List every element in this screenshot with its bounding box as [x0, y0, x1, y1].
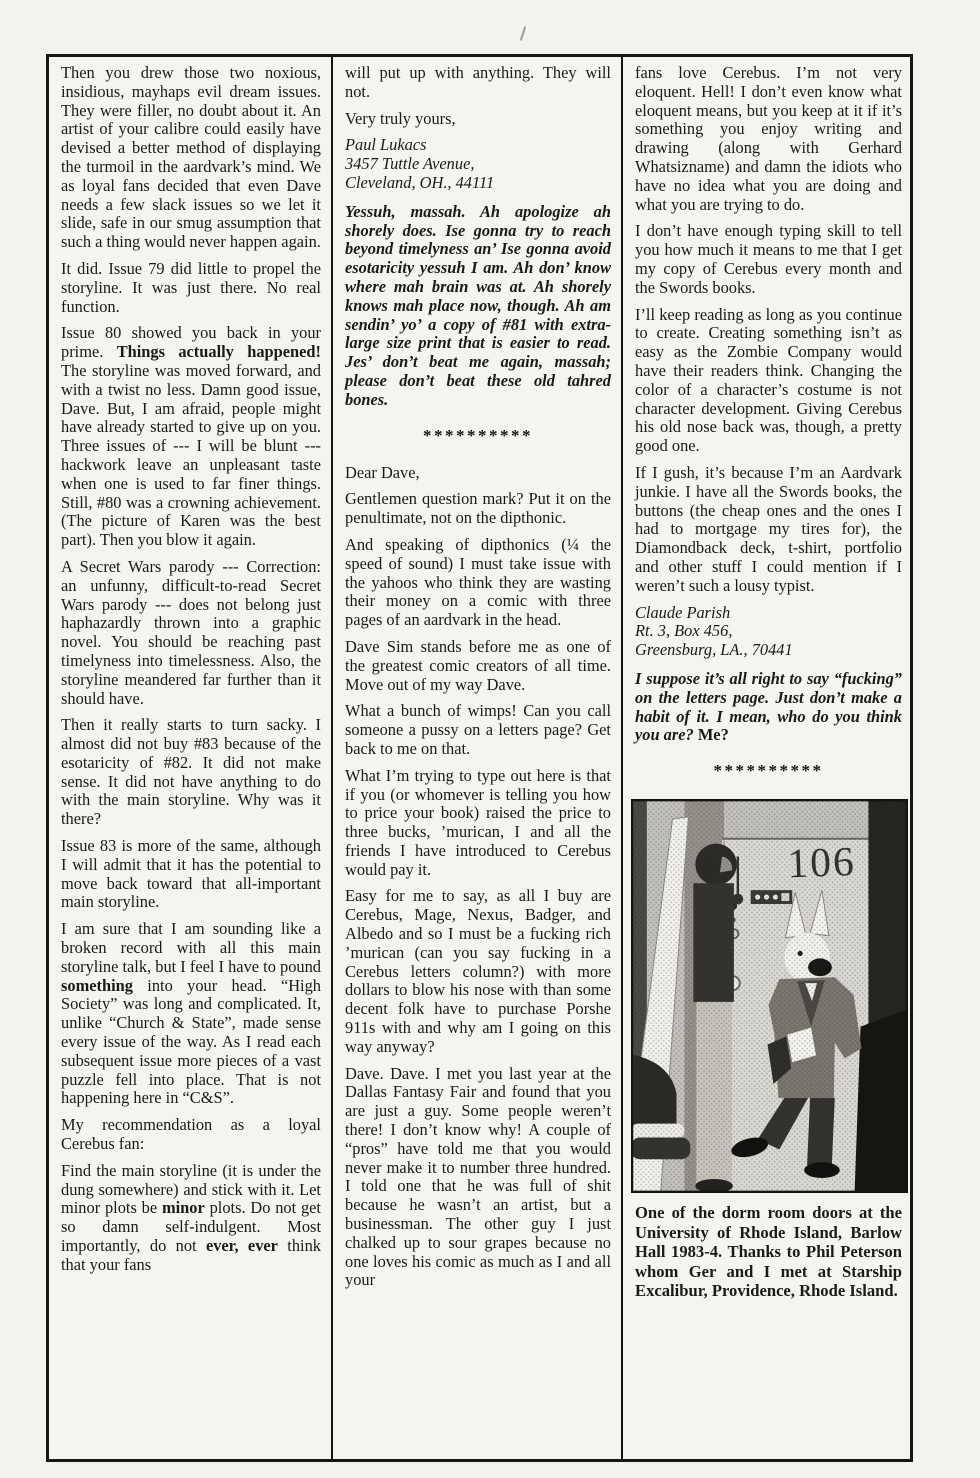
door-number-label: 106 — [786, 838, 857, 887]
scan-artifact — [520, 26, 527, 41]
letter-signature: Paul Lukacs 3457 Tuttle Avenue, Cleveland, OH., 44111 — [345, 135, 495, 192]
letter-paragraph: Gentlemen question mark? Put it on the penultimate, not on the dipthonic. — [345, 489, 611, 528]
letter-paragraph: I don’t have enough typing skill to tell you how much it means to me that I get my copy of Cerebus every month and the Swords books. — [635, 221, 902, 297]
column-2 — [333, 57, 621, 1459]
letter-signature: Claude Parish Rt. 3, Box 456, Greensburg, LA., 70441 — [635, 602, 793, 660]
column-1 — [49, 57, 331, 1459]
halftone-texture — [631, 799, 908, 1193]
dorm-door-photo-art — [631, 799, 908, 1193]
letter-paragraph: And speaking of dipthonics (¼ the speed of sound) I must take issue with the yahoos who think they are wasting their money on a comic with three pages of an aardvark in the head. — [345, 534, 611, 630]
letter-paragraph: Find the main storyline (it is under the dung somewhere) and stick with it. Let minor plots be minor plots. Do not get so damn self-indulgent. Most importantly, do not ever, ever think that your fans — [61, 1160, 321, 1274]
letter-paragraph: What I’m trying to type out here is that if you (or whomever is telling you how to price your book) raised the price to three bucks, ’murican, I and all the friends I have introduced to Cerebus would pay it. — [345, 765, 611, 879]
letter-paragraph: Dave. Dave. I met you last year at the Dallas Fantasy Fair and found that you are just a guy. Some people weren’t there! I don’t know why! A couple of “pros” have told me that you would never make it to number three hundred. I told one that he was full of shit because he wasn’t an artist, but a businessman. The other guy I just chalked up to sour grapes because no one loves his comic as much as I and all your — [345, 1063, 611, 1290]
dorm-door-photo — [631, 799, 902, 1193]
letter-paragraph: Then it really starts to turn sacky. I almost did not buy #83 because of the esotaricity of #82. It did not make sense. It did not have anything to do with the main storyline. Why was it there? — [61, 715, 321, 829]
letter-paragraph: Issue 83 is more of the same, although I will admit that it has the potential to move back toward that all-important main storyline. — [61, 836, 321, 912]
letter-paragraph: Very truly yours, — [345, 108, 456, 128]
letter-paragraph: My recommendation as a loyal Cerebus fan: — [61, 1115, 321, 1154]
letter-paragraph: It did. Issue 79 did little to propel the storyline. It was just there. No real function. — [61, 258, 321, 316]
letter-paragraph: Easy for me to say, as all I buy are Cerebus, Mage, Nexus, Badger, and Albedo and so I must be a fucking rich ’murican (can you say fucking in a Cerebus letters column?) with more dollars to blow his nose with than some decent folk have to purchase Porshe 911s with and why am I going on this way anyway? — [345, 886, 611, 1056]
column-1-text — [61, 64, 321, 1275]
letters-page-frame — [46, 54, 913, 1462]
letter-paragraph: I’ll keep reading as long as you continue to create. Creating something isn’t as easy as the Zombie Company would have their readers think. Changing the color of a character’s costume is not character development. Giving Cerebus his old nose back was, though, a pretty good one. — [635, 304, 902, 456]
editor-reply: Yessuh, massah. Ah apologize ah shorely does. Ise gonna try to reach beyond timelyness an’ Ise gonna avoid esotaricity yessuh I am. Ah don’ know where mah brain was at. Ah shorely knows mah place now, though. Ah am sendin’ yo’ a copy of #81 with extra-large size print that is easier to read. Jes’ don’t beat me again, massah; please don’t beat these old tahred bones. — [345, 201, 611, 409]
editor-reply: I suppose it’s all right to say “fucking” on the letters page. Just don’t make a habit of it. I mean, who do you think you are? Me? — [635, 668, 902, 745]
column-2-text — [345, 64, 611, 1290]
letter-paragraph: A Secret Wars parody --- Correction: an unfunny, difficult-to-read Secret Wars parody --- does not belong just haphazardly thrown into a graphic novel. You should be reaching past timelyness into timelessness. Also, the storyline meandered far further than it should have. — [61, 556, 321, 708]
asterisk-separator: ********** — [423, 425, 533, 445]
letter-paragraph: What a bunch of wimps! Can you call someone a pussy on a letters page? Get back to me on that. — [345, 701, 611, 758]
photo-caption: One of the dorm room doors at the University of Rhode Island, Barlow Hall 1983-4. Thanks to Phil Peterson whom Ger and I met at Starship Excalibur, Providence, Rhode Island. — [635, 1203, 902, 1301]
letter-paragraph: fans love Cerebus. I’m not very eloquent. Hell! I don’t even know what eloquent means, but you keep at it if it’s something you enjoy writing and drawing (along with Gerhard Whatsizname) and damn the idiots who have no idea what you are doing and what you are trying to do. — [635, 63, 902, 214]
column-3 — [623, 57, 910, 1459]
letter-paragraph: Then you drew those two noxious, insidious, mayhaps evil dream issues. They were filler, no doubt about it. An artist of your calibre could easily have devised a better method of displaying the turmoil in the aardvark’s mind. We as loyal fans decided that even Dave needs a few slack issues so we let it slide, safe in our smug assumption that such a thing would never happen again. — [61, 63, 321, 252]
letter-paragraph: If I gush, it’s because I’m an Aardvark junkie. I have all the Swords books, the buttons (the cheap ones and the ones I had to mortgage my tires for), the Diamondback deck, t-shirt, portfolio and other stuff I could mention if I weren’t such a lousy typist. — [635, 462, 902, 595]
letter-paragraph: Issue 80 showed you back in your prime. Things actually happened! The storyline was moved forward, and with a twist no less. Damn good issue, Dave. But, I am afraid, people might have already started to give up on you. Three issues of --- I will be blunt --- hackwork leave an unpleasant taste when one is used to far finer things. Still, #80 was a crowning achievement. (The picture of Karen was the best part). Then you blow it again. — [61, 323, 321, 550]
letter-paragraph: I am sure that I am sounding like a broken record with all this main storyline talk, but I feel I have to pound something into your head. “High Society” was long and complicated. It, unlike “Church & State”, made sense every issue of the way. As I read each subsequent issue more pieces of a vast puzzle fell into place. That is not happening here in “C&S”. — [61, 919, 321, 1108]
letter-paragraph: Dear Dave, — [345, 462, 420, 482]
column-3-text — [635, 64, 902, 781]
letter-paragraph: Dave Sim stands before me as one of the greatest comic creators of all time. Move out of my way Dave. — [345, 636, 611, 694]
asterisk-separator: ********** — [713, 761, 824, 781]
letter-paragraph: will put up with anything. They will not. — [345, 63, 611, 101]
